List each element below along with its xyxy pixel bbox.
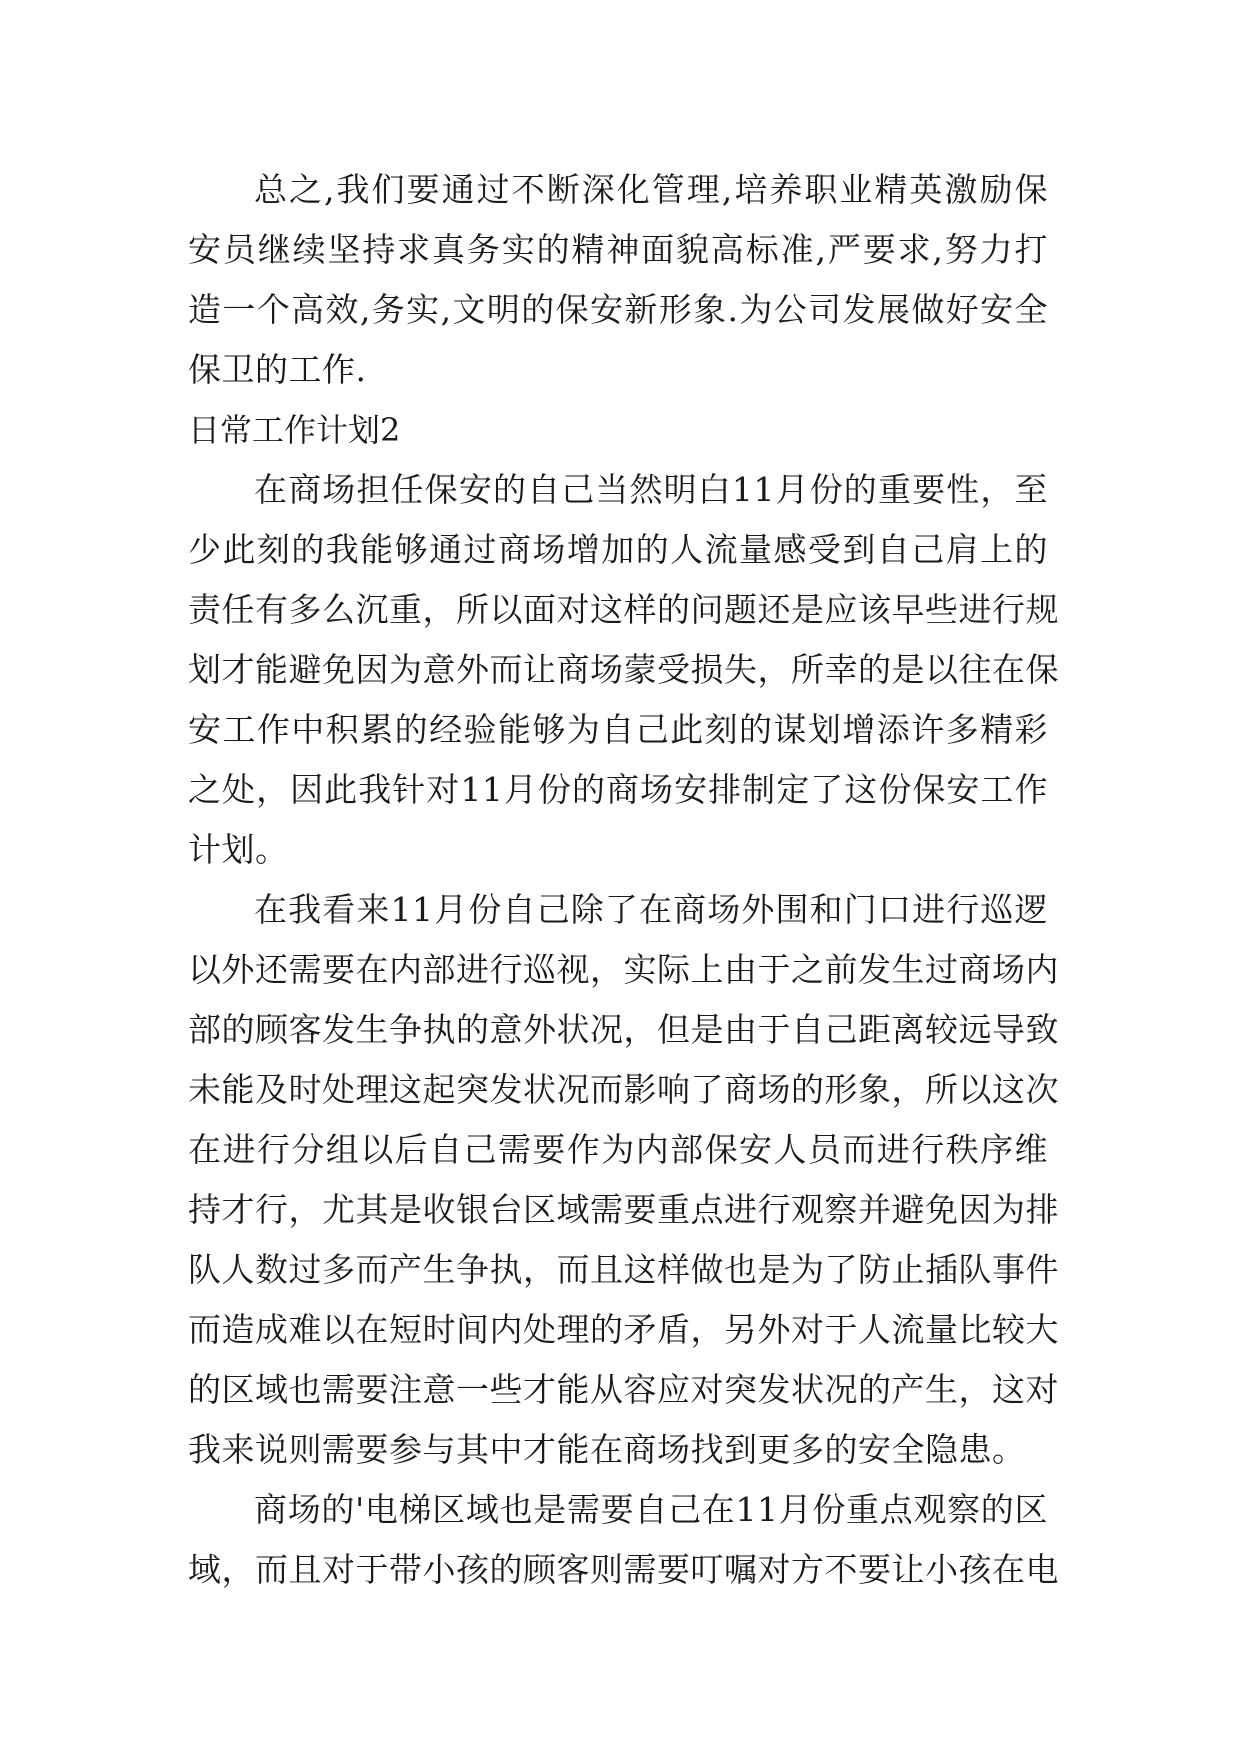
- paragraph-line: 持才行，尤其是收银台区域需要重点进行观察并避免因为排: [188, 1190, 1059, 1229]
- paragraph-line: 造一个高效,务实,文明的保安新形象.为公司发展做好安全: [188, 290, 1048, 329]
- document-page: [188, 160, 1059, 1600]
- paragraph-line: 安员继续坚持求真务实的精神面貌高标准,严要求,努力打: [188, 230, 1048, 269]
- paragraph-line: 责任有多么沉重，所以面对这样的问题还是应该早些进行规: [188, 590, 1059, 629]
- paragraph-line: 划才能避免因为意外而让商场蒙受损失，所幸的是以往在保: [188, 650, 1059, 689]
- paragraph-line: 域，而且对于带小孩的顾客则需要叮嘱对方不要让小孩在电: [188, 1550, 1059, 1589]
- paragraph-2: [188, 460, 1059, 880]
- paragraph-line: 的区域也需要注意一些才能从容应对突发状况的产生，这对: [188, 1370, 1059, 1409]
- paragraph-line: 在进行分组以后自己需要作为内部保安人员而进行秩序维: [188, 1130, 1048, 1169]
- paragraph-line: 部的顾客发生争执的意外状况，但是由于自己距离较远导致: [188, 1010, 1059, 1049]
- paragraph-4: [188, 1480, 1059, 1600]
- section-heading: 日常工作计划2: [188, 411, 401, 449]
- paragraph-line: 安工作中积累的经验能够为自己此刻的谋划增添许多精彩: [188, 710, 1048, 749]
- paragraph-line: 未能及时处理这起突发状况而影响了商场的形象，所以这次: [188, 1070, 1059, 1109]
- paragraph-1: [188, 160, 1048, 400]
- paragraph-line: 商场的'电梯区域也是需要自己在11月份重点观察的区: [254, 1490, 1048, 1529]
- paragraph-line: 队人数过多而产生争执，而且这样做也是为了防止插队事件: [188, 1250, 1059, 1289]
- paragraph-line: 在商场担任保安的自己当然明白11月份的重要性，至: [254, 470, 1048, 509]
- paragraph-line: 计划。: [188, 830, 289, 869]
- paragraph-line: 在我看来11月份自己除了在商场外围和门口进行巡逻: [254, 890, 1048, 929]
- paragraph-line: 保卫的工作.: [188, 350, 367, 389]
- paragraph-line: 以外还需要在内部进行巡视，实际上由于之前发生过商场内: [188, 950, 1059, 989]
- paragraph-line: 之处，因此我针对11月份的商场安排制定了这份保安工作: [188, 770, 1048, 809]
- paragraph-3: [188, 880, 1059, 1480]
- paragraph-line: 总之,我们要通过不断深化管理,培养职业精英激励保: [254, 170, 1048, 209]
- paragraph-line: 我来说则需要参与其中才能在商场找到更多的安全隐患。: [188, 1430, 1026, 1469]
- paragraph-line: 而造成难以在短时间内处理的矛盾，另外对于人流量比较大: [188, 1310, 1059, 1349]
- paragraph-line: 少此刻的我能够通过商场增加的人流量感受到自己肩上的: [188, 530, 1048, 569]
